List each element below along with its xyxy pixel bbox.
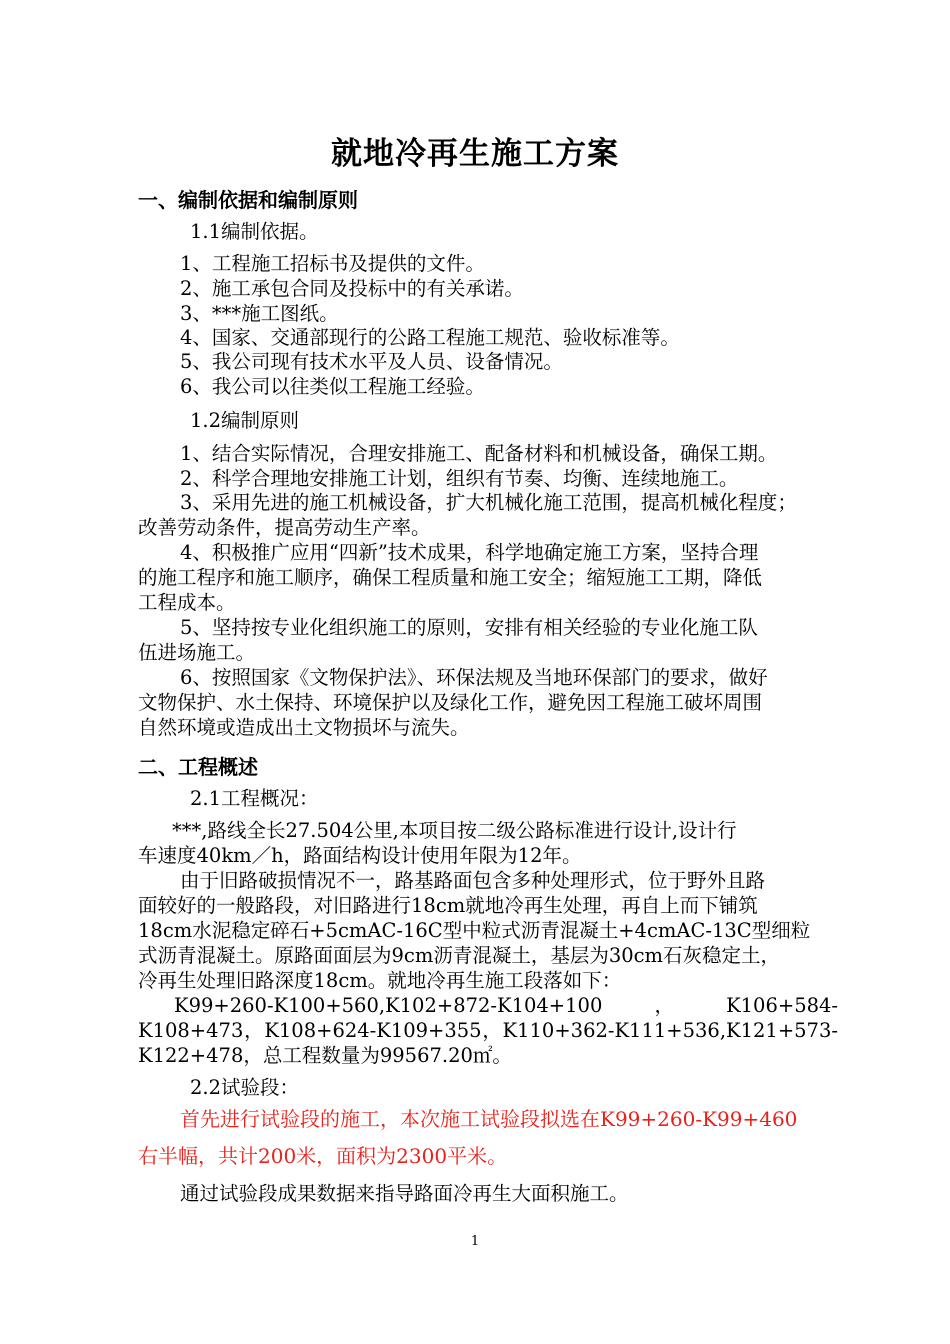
- overview-p2-line-3: 18cm水泥稳定碎石+5cmAC-16C型中粒式沥青混凝土+4cmAC-13C型细粒: [138, 919, 811, 942]
- overview-p2-line-2: 面较好的一般路段，对旧路进行18cm就地冷再生处理，再自上而下铺筑: [138, 894, 758, 917]
- principle-5-line-2: 伍进场施工。: [138, 641, 256, 664]
- overview-p2-line-4: 式沥青混凝土。原路面面层为9cm沥青混凝土，基层为30cm石灰稳定土，: [138, 944, 781, 967]
- principle-2: 2、科学合理地安排施工计划，组织有节奏、均衡、连续地施工。: [180, 467, 739, 490]
- principle-3-line-2: 改善劳动条件，提高劳动生产率。: [138, 516, 431, 539]
- principle-4-line-3: 工程成本。: [138, 591, 236, 614]
- principle-4-line-2: 的施工程序和施工顺序，确保工程质量和施工安全；缩短施工工期，降低: [138, 566, 763, 589]
- principle-5-line-1: 5、坚持按专业化组织施工的原则，安排有相关经验的专业化施工队: [180, 616, 758, 639]
- subsection-1-1-label: 1.1编制依据。: [190, 220, 319, 243]
- segment-text: K99+260-K100+560,K102+872-K104+100: [174, 994, 603, 1017]
- segment-separator: ，: [654, 994, 674, 1017]
- subsection-1-2-label: 1.2编制原则: [190, 409, 300, 432]
- segment-separator: ，: [244, 1019, 264, 1042]
- basis-item-6: 6、我公司以往类似工程施工经验。: [180, 375, 485, 398]
- overview-p2-line-5: 冷再生处理旧路深度18cm。就地冷再生施工段落如下：: [138, 969, 622, 992]
- principle-6-line-2: 文物保护、水土保持、环境保护以及绿化工作，避免因工程施工破坏周围: [138, 691, 763, 714]
- subsection-2-1-label: 2.1工程概况：: [190, 787, 319, 810]
- basis-item-5: 5、我公司现有技术水平及人员、设备情况。: [180, 350, 563, 373]
- subsection-2-2-label: 2.2试验段：: [190, 1076, 300, 1099]
- overview-p1-line-1: ***,路线全长27.504公里,本项目按二级公路标准进行设计,设计行: [172, 819, 737, 842]
- section-2-heading: 二、工程概述: [138, 755, 258, 779]
- segments-line-2: [138, 1019, 838, 1043]
- segment-separator: ，: [482, 1019, 502, 1042]
- overview-p1-line-2: 车速度40km／h，路面结构设计使用年限为12年。: [138, 844, 582, 867]
- segments-line-1: [174, 994, 838, 1018]
- document-title: 就地冷再生施工方案: [331, 136, 619, 172]
- basis-item-3: 3、***施工图纸。: [180, 302, 339, 325]
- trial-section-conclusion: 通过试验段成果数据来指导路面冷再生大面积施工。: [180, 1182, 629, 1205]
- trial-section-red-line-2: 右半幅，共计200米，面积为2300平米。: [138, 1144, 508, 1168]
- section-1-heading: 一、编制依据和编制原则: [138, 188, 358, 212]
- page-number: 1: [470, 1234, 480, 1249]
- principle-1: 1、结合实际情况，合理安排施工、配备材料和机械设备，确保工期。: [180, 442, 778, 465]
- trial-section-red-line-1: 首先进行试验段的施工，本次施工试验段拟选在K99+260-K99+460: [180, 1107, 798, 1131]
- principle-4-line-1: 4、积极推广应用“四新”技术成果，科学地确定施工方案，坚持合理: [180, 541, 759, 564]
- basis-item-1: 1、工程施工招标书及提供的文件。: [180, 252, 485, 275]
- principle-6-line-3: 自然环境或造成出土文物损坏与流失。: [138, 716, 470, 739]
- basis-item-4: 4、国家、交通部现行的公路工程施工规范、验收标准等。: [180, 326, 680, 349]
- segment-text: K108+473: [138, 1019, 244, 1042]
- overview-p2-line-1: 由于旧路破损情况不一，路基路面包含多种处理形式，位于野外且路: [180, 869, 766, 892]
- segment-text: K106+584-: [726, 994, 838, 1017]
- principle-6-line-1: 6、按照国家《文物保护法》、环保法规及当地环保部门的要求，做好: [180, 666, 768, 689]
- principle-3-line-1: 3、采用先进的施工机械设备，扩大机械化施工范围，提高机械化程度；: [180, 491, 797, 514]
- segments-line-3: K122+478，总工程数量为99567.20㎡。: [138, 1044, 512, 1067]
- segment-text: K108+624-K109+355: [264, 1019, 482, 1042]
- basis-item-2: 2、施工承包合同及投标中的有关承诺。: [180, 277, 524, 300]
- segment-text: K110+362-K111+536,K121+573-: [502, 1019, 838, 1042]
